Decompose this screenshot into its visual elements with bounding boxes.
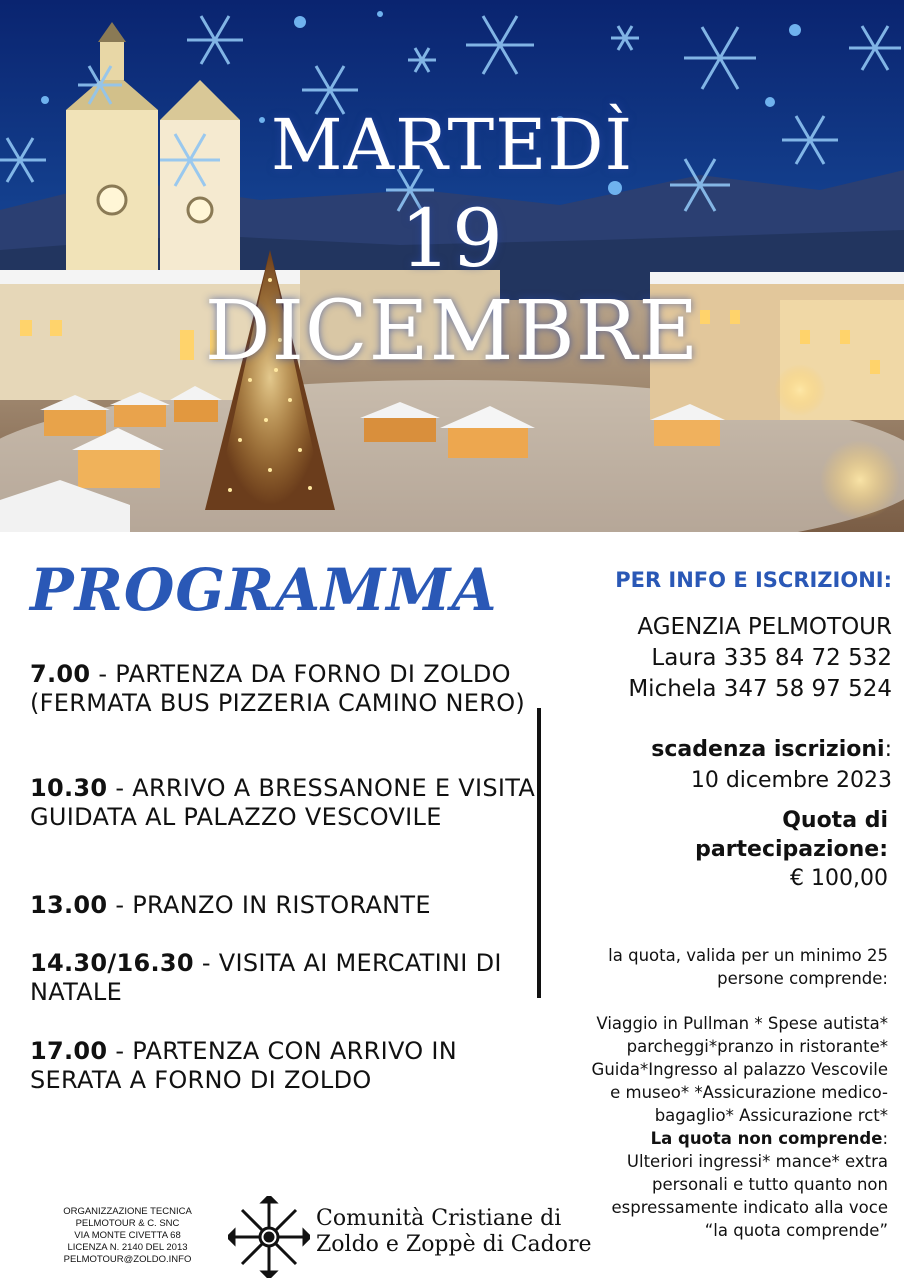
- hero-image: [0, 0, 904, 532]
- excludes-text: Ulteriori ingressi* mance* extra personali e tutto quanto non espressamente indicato alla voce “la quota comprende”: [611, 1152, 888, 1240]
- includes-text: Viaggio in Pullman * Spese autista* parcheggi*pranzo in ristorante* Guida*Ingresso al palazzo Vescovile e museo* *Assicurazione medico-bagaglio* Assicurazione rct*: [591, 1014, 888, 1125]
- org-line: ORGANIZZAZIONE TECNICA: [63, 1206, 192, 1217]
- quota-label-2: partecipazione:: [695, 837, 888, 862]
- program-time: 14.30/16.30: [30, 949, 194, 977]
- quota-label-1: Quota di: [782, 808, 888, 833]
- technical-organization: [40, 1206, 215, 1266]
- participation-fee: [695, 806, 888, 893]
- org-line: PELMOTOUR@ZOLDO.INFO: [63, 1254, 192, 1265]
- program-time: 7.00: [30, 660, 91, 688]
- hero-title-date: 19: [400, 192, 504, 285]
- quota-value: € 100,00: [790, 866, 888, 891]
- program-text: - PARTENZA DA FORNO DI ZOLDO (FERMATA BUS PIZZERIA CAMINO NERO): [30, 660, 526, 717]
- community-name: [316, 1206, 592, 1258]
- program-time: 13.00: [30, 891, 108, 919]
- deadline-date: 10 dicembre 2023: [690, 768, 892, 793]
- hero-title-month: DICEMBRE: [204, 284, 700, 379]
- community-line-1: Comunità Cristiane di: [316, 1206, 562, 1231]
- registration-deadline: [651, 734, 892, 796]
- program-text: - ARRIVO A BRESSANONE E VISITA GUIDATA AL PALAZZO VESCOVILE: [30, 774, 536, 831]
- agency-contacts: [628, 612, 892, 705]
- program-item: [30, 774, 540, 832]
- deadline-colon: :: [884, 737, 892, 762]
- contact-michela: Michela 347 58 97 524: [628, 676, 892, 702]
- info-heading: PER INFO E ISCRIZIONI:: [615, 568, 892, 592]
- program-item: [30, 891, 540, 920]
- contact-laura: Laura 335 84 72 532: [651, 645, 892, 671]
- program-time: 17.00: [30, 1037, 108, 1065]
- program-text: - VISITA AI MERCATINI DI NATALE: [30, 949, 502, 1006]
- org-line: PELMOTOUR & C. SNC: [75, 1218, 180, 1229]
- divider-line: [537, 708, 541, 998]
- org-line: VIA MONTE CIVETTA 68: [74, 1230, 181, 1241]
- hero-title-day: MARTEDÌ: [270, 104, 634, 186]
- program-item: [30, 949, 540, 1007]
- program-text: - PRANZO IN RISTORANTE: [107, 891, 431, 919]
- community-line-2: Zoldo e Zoppè di Cadore: [316, 1232, 592, 1257]
- excludes-colon: :: [882, 1129, 888, 1148]
- program-text: - PARTENZA CON ARRIVO IN SERATA A FORNO DI ZOLDO: [30, 1037, 458, 1094]
- program-time: 10.30: [30, 774, 108, 802]
- includes-intro: la quota, valida per un minimo 25 persone comprende:: [608, 946, 888, 988]
- includes-block: [588, 1012, 888, 1242]
- excludes-label: La quota non comprende: [650, 1129, 883, 1148]
- agency-name: AGENZIA PELMOTOUR: [637, 614, 892, 640]
- program-item: [30, 1037, 540, 1095]
- program-item: [30, 660, 540, 718]
- org-line: LICENZA N. 2140 DEL 2013: [67, 1242, 188, 1253]
- community-logo-icon: [228, 1196, 310, 1278]
- deadline-label: scadenza iscrizioni: [651, 737, 885, 762]
- program-title: PROGRAMMA: [30, 556, 498, 624]
